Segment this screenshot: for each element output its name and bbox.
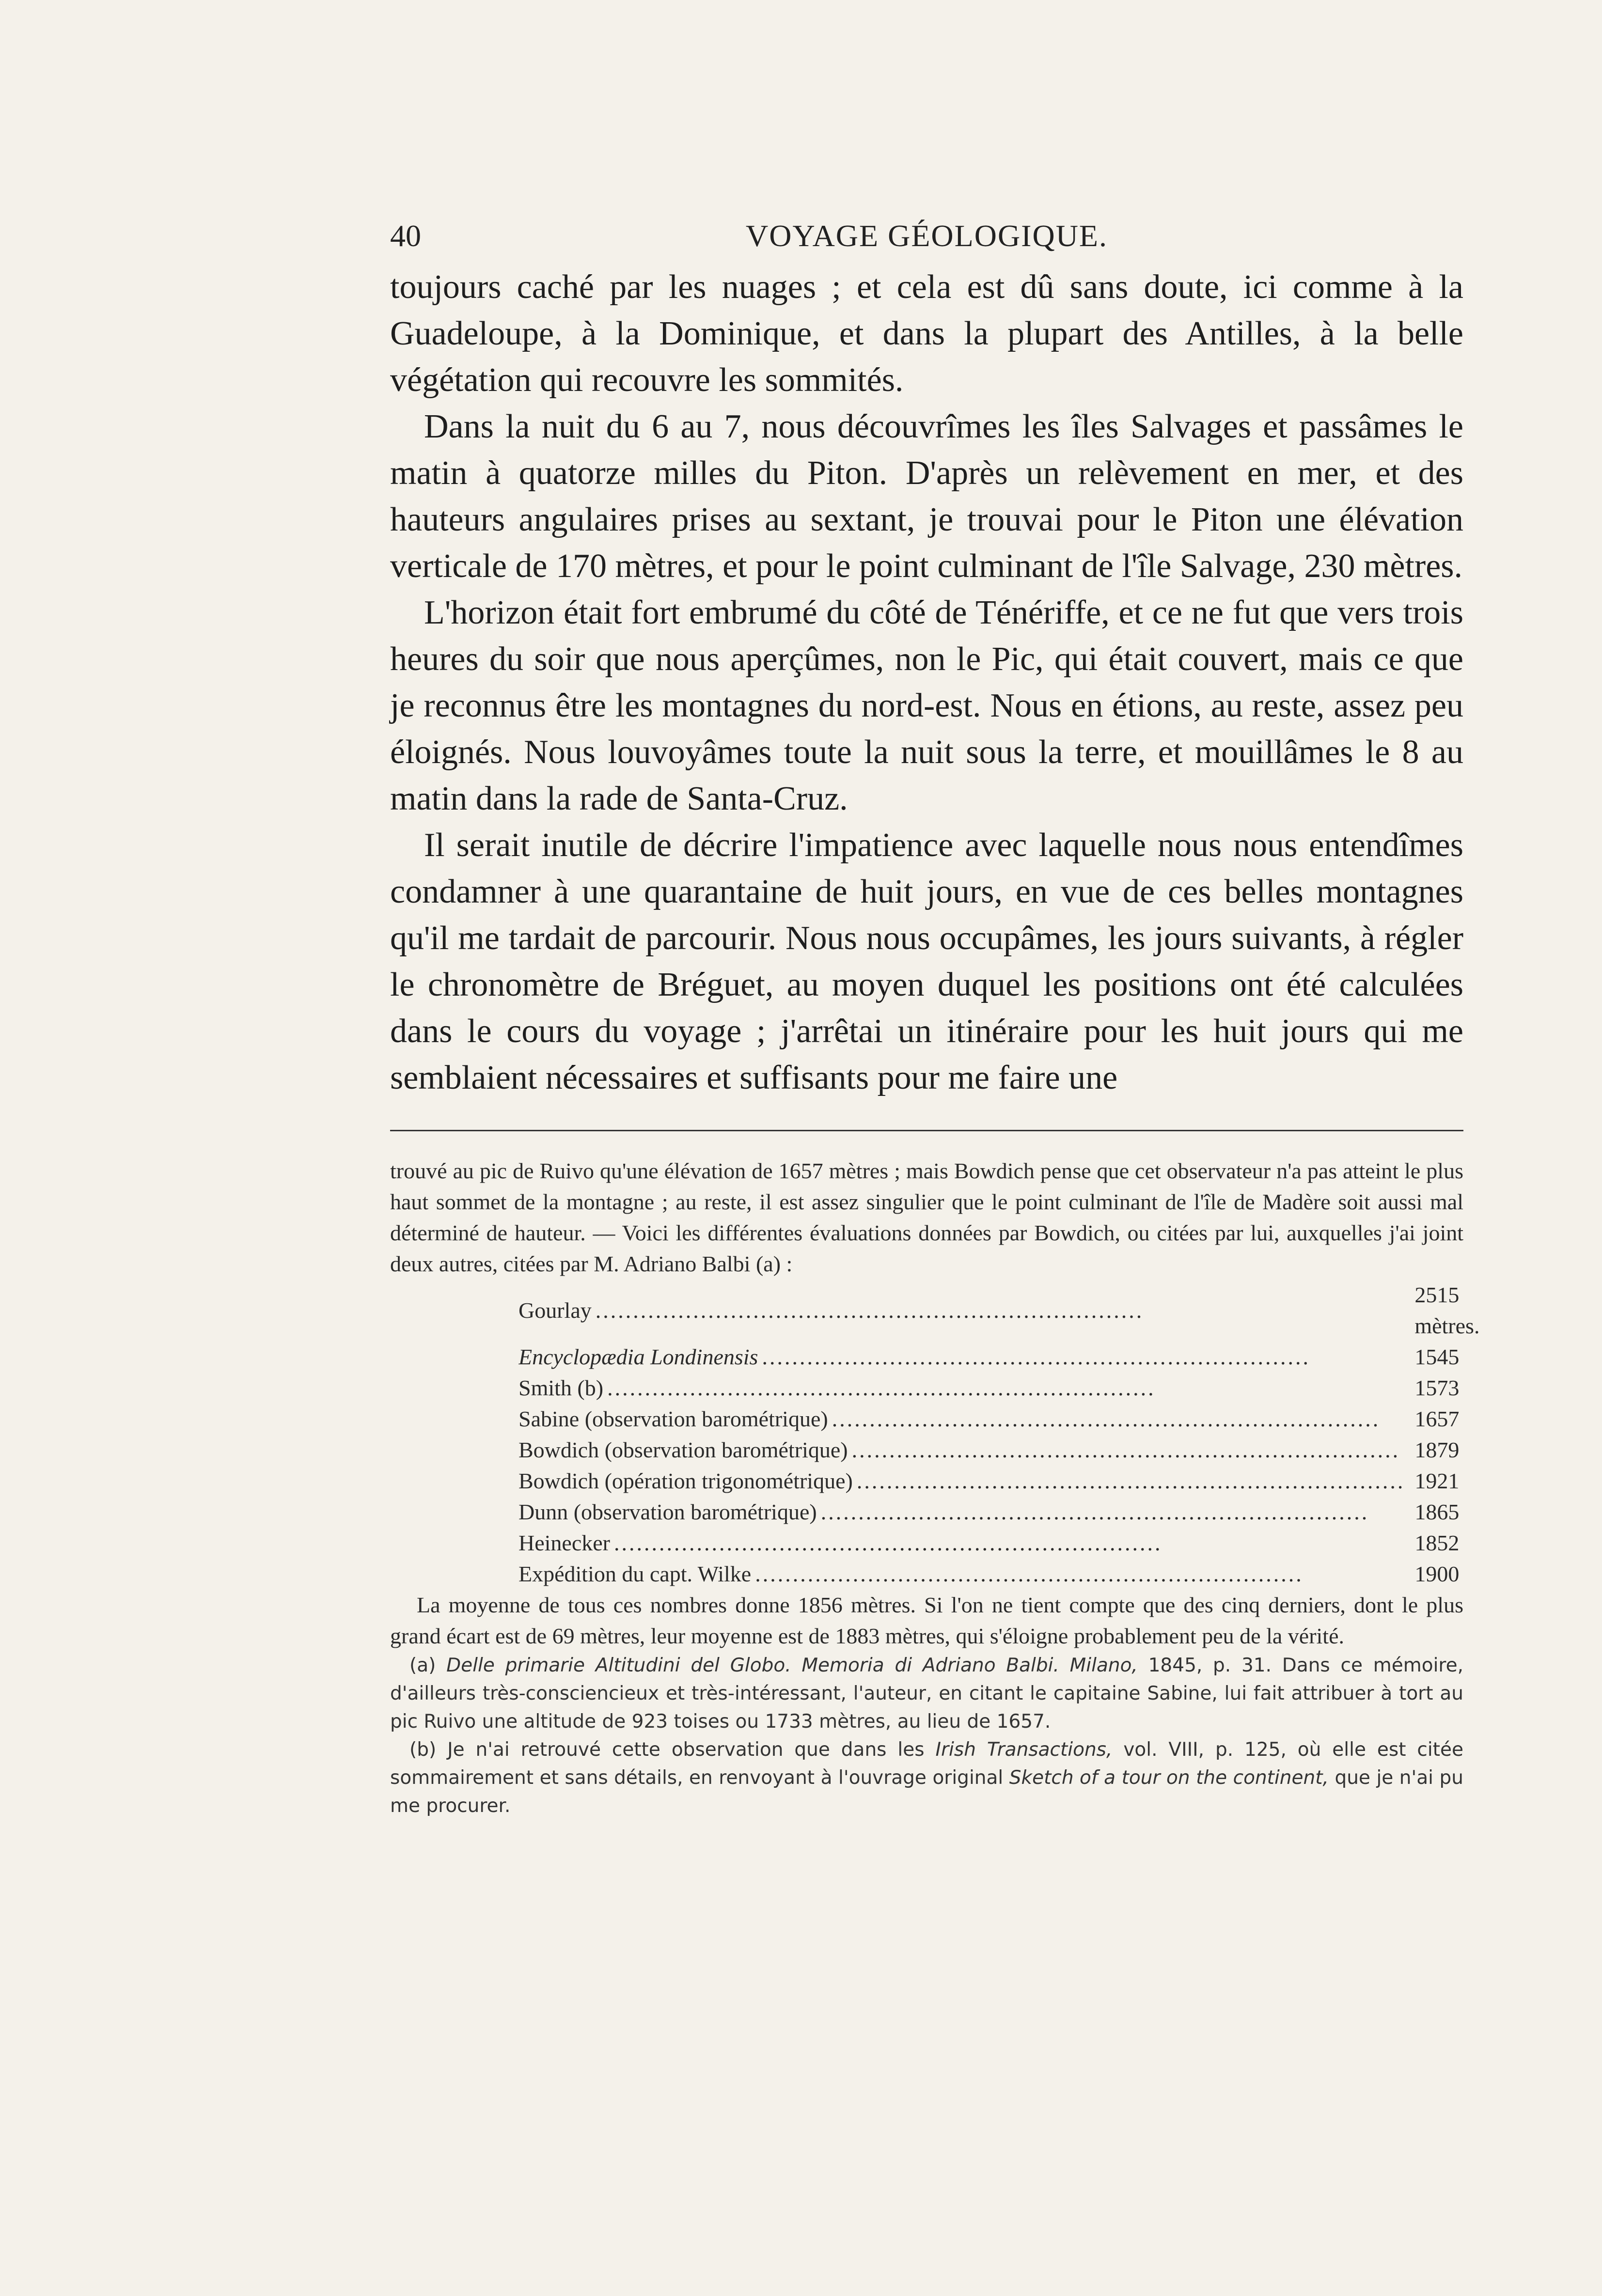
- table-value-cell: 1879: [1414, 1437, 1460, 1462]
- running-title: VOYAGE GÉOLOGIQUE.: [746, 219, 1108, 253]
- table-row: [518, 1497, 1479, 1528]
- paragraph: toujours caché par les nuages ; et cela est dû sans doute, ici comme à la Guadeloupe, à la Dominique, et dans la plupart des Antilles, à la belle végétation qui recouvre les sommités.: [390, 268, 1463, 399]
- table-value-cell: 1921: [1414, 1468, 1460, 1493]
- table-value-cell: 1657: [1414, 1406, 1460, 1431]
- page-number: 40: [390, 219, 421, 253]
- paragraph: L'horizon était fort embrumé du côté de Ténériffe, et ce ne fut que vers trois heures du soir que nous aperçûmes, non le Pic, qui était couvert, mais ce que je reconnus être les montagnes du nord-est. Nous en étions, au reste, assez peu éloignés. Nous louvoyâmes toute la nuit sous la terre, et mouillâmes le 8 au matin dans la rade de Santa-Cruz.: [390, 594, 1463, 817]
- note-a-mark: (a): [409, 1655, 436, 1676]
- table-row: [518, 1373, 1479, 1404]
- paragraph: Dans la nuit du 6 au 7, nous découvrîmes les îles Salvages et passâmes le matin à quatorze milles du Piton. D'après un relèvement en mer, et des hauteurs angulaires prises au sextant, je trouvai pour le Piton une élévation verticale de 170 mètres, et pour le point culminant de l'île Salvage, 230 mètres.: [390, 408, 1463, 585]
- note-a: [390, 1652, 1463, 1736]
- footnote-conclusion: La moyenne de tous ces nombres donne 1856 mètres. Si l'on ne tient compte que des cinq derniers, dont le plus grand écart est de 69 mètres, leur moyenne est de 1883 mètres, qui s'éloigne probablement peu de la vérité.: [390, 1593, 1463, 1648]
- note-a-citation: Delle primarie Altitudini del Globo. Memoria di Adriano Balbi. Milano,: [446, 1655, 1138, 1676]
- table-row: [518, 1435, 1479, 1466]
- endnotes: [390, 1652, 1463, 1820]
- note-b: [390, 1736, 1463, 1820]
- paragraph: Il serait inutile de décrire l'impatience avec laquelle nous nous entendîmes condamner à une quarantaine de huit jours, en vue de ces belles montagnes qu'il me tardait de parcourir. Nous nous occupâmes, les jours suivants, à régler le chronomètre de Bréguet, au moyen duquel les positions ont été calculées dans le cours du voyage ; j'arrêtai un itinéraire pour les huit jours qui me semblaient nécessaires et suffisants pour me faire une: [390, 827, 1463, 1096]
- table-source-cell: Bowdich (observation barométrique) .........................................................................: [518, 1437, 1400, 1462]
- table-row: [518, 1342, 1479, 1373]
- table-value-cell: 1852: [1414, 1531, 1460, 1555]
- note-b-mark: (b): [409, 1739, 437, 1761]
- table-row: [518, 1280, 1479, 1342]
- note-b-citation-2: Sketch of a tour on the continent,: [1009, 1767, 1329, 1789]
- table-source-cell: Expédition du capt. Wilke .........................................................................: [518, 1562, 1304, 1586]
- note-b-text-3: que je n'ai pu me procurer.: [390, 1767, 1463, 1817]
- table-value-cell: 2515 mètres.: [1414, 1282, 1480, 1338]
- note-b-text-2: vol. VIII, p. 125, où elle est citée sommairement et sans détails, en renvoyant à l'ouvrage original: [390, 1739, 1463, 1789]
- table-row: [518, 1404, 1479, 1435]
- note-b-text-1: Je n'ai retrouvé cette observation que dans les: [436, 1739, 936, 1761]
- table-value-cell: 1545: [1414, 1344, 1460, 1369]
- table-source-cell: Heinecker .........................................................................: [518, 1531, 1162, 1555]
- table-source-cell: Smith (b) .........................................................................: [518, 1375, 1156, 1400]
- table-value-cell: 1865: [1414, 1499, 1460, 1524]
- footnote-intro: trouvé au pic de Ruivo qu'une élévation de 1657 mètres ; mais Bowdich pense que cet observateur n'a pas atteint le plus haut sommet de la montagne ; au reste, il est assez singulier que le point culminant de l'île de Madère soit aussi mal déterminé de hauteur. — Voici les différentes évaluations données par Bowdich, ou citées par lui, auxquelles j'ai joint deux autres, citées par M. Adriano Balbi (a) :: [390, 1158, 1463, 1276]
- altitude-table: [518, 1280, 1479, 1590]
- table-source-cell: Encyclopædia Londinensis .........................................................................: [518, 1344, 1310, 1369]
- table-source-cell: Dunn (observation barométrique) .........................................................................: [518, 1499, 1369, 1524]
- table-row: [518, 1559, 1479, 1590]
- footnote-rule: [390, 1130, 1463, 1131]
- note-a-text: 1845, p. 31. Dans ce mémoire, d'ailleurs très-consciencieux et très-intéressant, l'auteur, en citant le capitaine Sabine, lui fait attribuer à tort au pic Ruivo une altitude de 923 toises ou 1733 mètres, au lieu de 1657.: [390, 1655, 1463, 1733]
- running-head: [390, 218, 1463, 257]
- table-source-cell: Gourlay .........................................................................: [518, 1298, 1144, 1323]
- table-source-cell: Sabine (observation barométrique) .........................................................................: [518, 1406, 1381, 1431]
- table-value-cell: 1573: [1414, 1375, 1460, 1400]
- footnotes: [390, 1156, 1480, 1820]
- note-b-citation-1: Irish Transactions,: [935, 1739, 1113, 1761]
- table-value-cell: 1900: [1414, 1562, 1460, 1586]
- body-text: [390, 264, 1463, 1101]
- table-source-cell: Bowdich (opération trigonométrique) .........................................................................: [518, 1468, 1405, 1493]
- table-row: [518, 1466, 1479, 1497]
- table-row: [518, 1528, 1479, 1559]
